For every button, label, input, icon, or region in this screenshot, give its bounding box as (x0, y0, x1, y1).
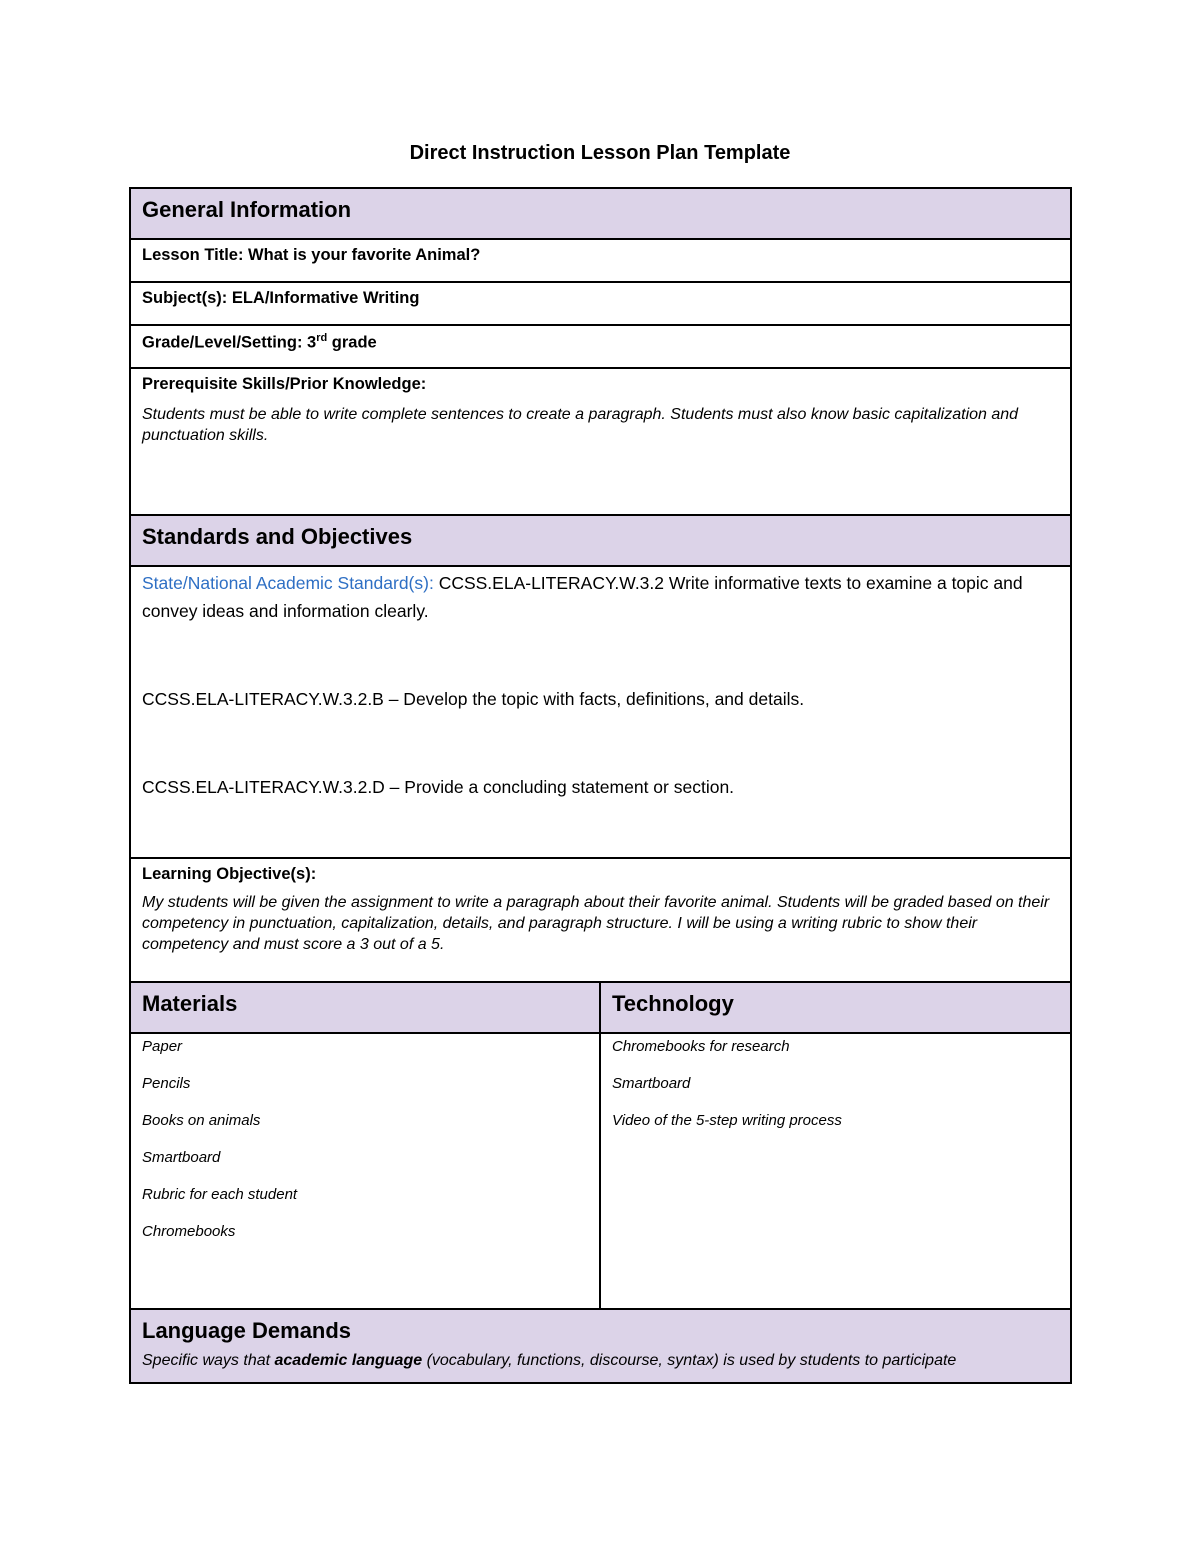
materials-item: Pencils (142, 1075, 191, 1092)
language-demands-heading: Language Demands (142, 1318, 352, 1343)
prerequisite-skills-label: Prerequisite Skills/Prior Knowledge: (142, 375, 427, 393)
materials-list (130, 1033, 600, 1309)
standard-b: CCSS.ELA-LITERACY.W.3.2.B – Develop the topic with facts, definitions, and details. (142, 689, 805, 709)
learning-objectives-cell (130, 858, 1071, 982)
language-text-pre: Specific ways that (142, 1352, 275, 1369)
lesson-title-field: Lesson Title: What is your favorite Animal? (130, 239, 1071, 282)
learning-objectives-text: My students will be given the assignment to write a paragraph about their favorite animal. Students will be graded based on their competency in punctuation, capitalization, details, and paragraph structure. I will be using a writing rubric to show their competency and must score a 3 out of a 5. (142, 894, 1050, 953)
standard-d: CCSS.ELA-LITERACY.W.3.2.D – Provide a concluding statement or section. (142, 777, 735, 797)
grade-level-field (130, 325, 1071, 368)
document-title: Direct Instruction Lesson Plan Template (409, 142, 791, 164)
lesson-plan-table (129, 187, 1072, 1384)
grade-level-suffix: grade (327, 333, 377, 352)
standard-label: State/National Academic Standard(s): (142, 573, 434, 593)
technology-item: Smartboard (612, 1075, 691, 1092)
standard-main (142, 569, 1059, 625)
subjects-field: Subject(s): ELA/Informative Writing (130, 282, 1071, 325)
language-text-bold: academic language (274, 1352, 423, 1369)
materials-item: Smartboard (142, 1149, 221, 1166)
grade-level-superscript: rd (316, 332, 328, 344)
technology-item: Video of the 5-step writing process (612, 1112, 842, 1129)
language-demands-text (142, 1352, 1059, 1370)
materials-item: Rubric for each student (142, 1186, 298, 1203)
prerequisite-skills-text: Students must be able to write complete sentences to create a paragraph. Students must also know basic capitalization and punctuation skills. (142, 406, 1019, 444)
language-demands-cell (130, 1309, 1071, 1383)
standard-main-text: CCSS.ELA-LITERACY.W.3.2 Write informative texts to examine a topic and convey ideas and information clearly. (142, 573, 1023, 621)
materials-item: Paper (142, 1038, 183, 1055)
grade-level-prefix: Grade/Level/Setting: 3 (142, 333, 317, 352)
technology-list (600, 1033, 1071, 1309)
language-text-post: (vocabulary, functions, discourse, syntax) is used by students to participate (422, 1352, 957, 1369)
materials-heading: Materials (130, 982, 600, 1033)
standards-objectives-heading: Standards and Objectives (130, 515, 1071, 566)
materials-item: Books on animals (142, 1112, 261, 1129)
standards-cell (130, 566, 1071, 858)
learning-objectives-label: Learning Objective(s): (142, 865, 317, 883)
general-information-heading: General Information (130, 188, 1071, 239)
technology-heading: Technology (600, 982, 1071, 1033)
materials-item: Chromebooks (142, 1223, 236, 1240)
prerequisite-skills-cell (130, 368, 1071, 515)
technology-item: Chromebooks for research (612, 1038, 790, 1055)
